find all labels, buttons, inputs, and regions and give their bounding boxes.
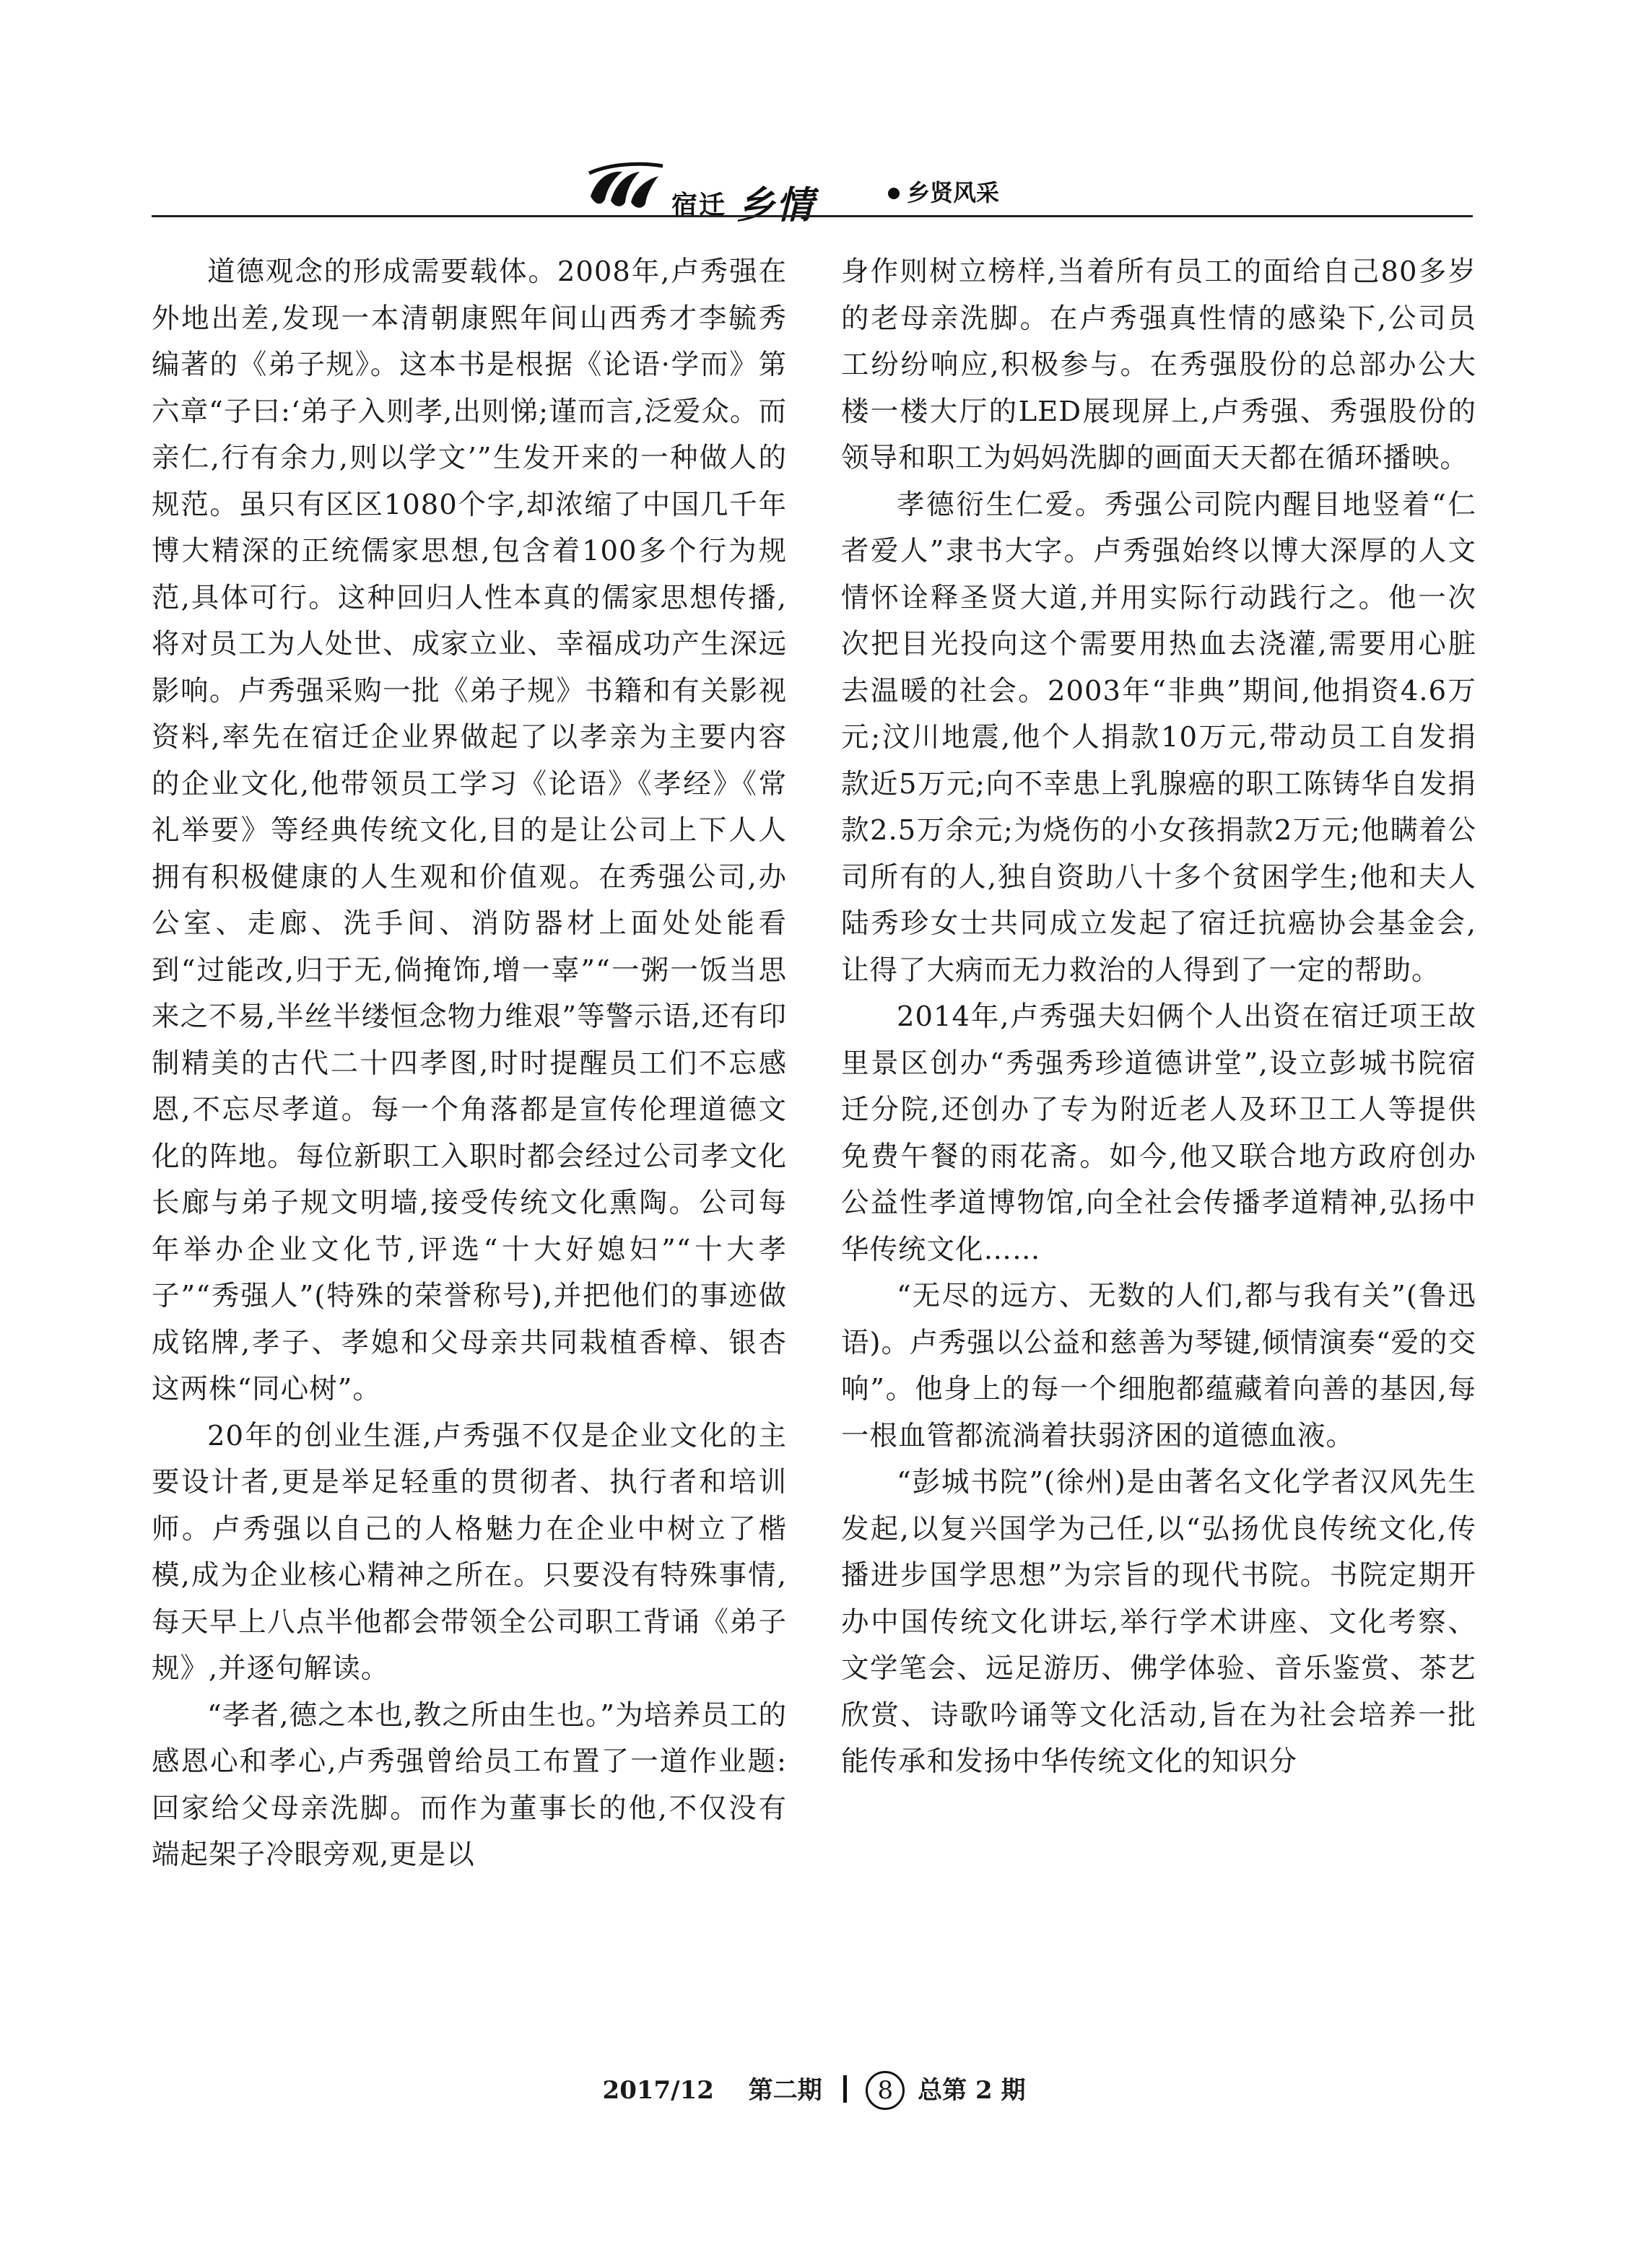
article-paragraph: “彭城书院”(徐州)是由著名文化学者汉风先生发起,以复兴国学为己任,以“弘扬优良传统文化,传播进步国学思想”为宗旨的现代书院。书院定期开办中国传统文化讲坛,举行学术讲座、文化考察、文学笔会、远足游历、佛学体验、音乐鉴赏、茶艺欣赏、诗歌吟诵等文化活动,旨在为社会培养一批能传承和发扬中华传统文化的知识分 [841, 1466, 1476, 1778]
header-divider [152, 215, 1473, 217]
total-issue: 总第 2 期 [918, 2076, 1026, 2105]
article-right-column [841, 249, 1476, 1786]
article-paragraph: 孝德衍生仁爱。秀强公司院内醒目地竖着“仁者爱人”隶书大字。卢秀强始终以博大深厚的人文情怀诠释圣贤大道,并用实际行动践行之。他一次次把目光投向这个需要用热血去浇灌,需要用心脏去温暖的社会。2003年“非典”期间,他捐资4.6万元;汶川地震,他个人捐款10万元,带动员工自发捐款近5万元;向不幸患上乳腺癌的职工陈铸华自发捐款2.5万余元;为烧伤的小女孩捐款2万元;他瞒着公司所有的人,独自资助八十多个贫困学生;他和夫人陆秀珍女士共同成立发起了宿迁抗癌协会基金会,让得了大病而无力救治的人得到了一定的帮助。 [841, 488, 1476, 987]
magazine-name-prefix: 宿迁 [671, 191, 727, 220]
footer-separator [843, 2075, 847, 2103]
sq-logo-icon [586, 157, 666, 215]
article-paragraph: 道德观念的形成需要载体。2008年,卢秀强在外地出差,发现一本清朝康熙年间山西秀才李毓秀编著的《弟子规》。这本书是根据《论语·学而》第六章“子曰:‘弟子入则孝,出则悌;谨而言,泛爱众。而亲仁,行有余力,则以学文’”生发开来的一种做人的规范。虽只有区区1080个字,却浓缩了中国几千年博大精深的正统儒家思想,包含着100多个行为规范,具体可行。这种回归人性本真的儒家思想传播,将对员工为人处世、成家立业、幸福成功产生深远影响。卢秀强采购一批《弟子规》书籍和有关影视资料,率先在宿迁企业界做起了以孝亲为主要内容的企业文化,他带领员工学习《论语》《孝经》《常礼举要》等经典传统文化,目的是让公司上下人人拥有积极健康的人生观和价值观。在秀强公司,办公室、走廊、洗手间、消防器材上面处处能看到“过能改,归于无,倘掩饰,增一辜”“一粥一饭当思来之不易,半丝半缕恒念物力维艰”等警示语,还有印制精美的古代二十四孝图,时时提醒员工们不忘感恩,不忘尽孝道。每一个角落都是宣传伦理道德文化的阵地。每位新职工入职时都会经过公司孝文化长廊与弟子规文明墙,接受传统文化熏陶。公司每年举办企业文化节,评选“十大好媳妇”“十大孝子”“秀强人”(特殊的荣誉称号),并把他们的事迹做成铭牌,孝子、孝媳和父母亲共同栽植香樟、银杏这两株“同心树”。 [152, 256, 787, 1405]
issue-label: 第二期 [748, 2076, 822, 2105]
page-number: 8 [866, 2071, 905, 2110]
article-paragraph: “孝者,德之本也,教之所由生也。”为培养员工的感恩心和孝心,卢秀强曾给员工布置了一道作业题:回家给父母亲洗脚。而作为董事长的他,不仅没有端起架子冷眼旁观,更是以 [152, 1698, 787, 1871]
section-label-text: 乡贤风采 [907, 179, 1000, 206]
article-paragraph: 2014年,卢秀强夫妇俩个人出资在宿迁项王故里景区创办“秀强秀珍道德讲堂”,设立彭城书院宿迁分院,还创办了专为附近老人及环卫工人等提供免费午餐的雨花斋。如今,他又联合地方政府创办公益性孝道博物馆,向全社会传播孝道精神,弘扬中华传统文化…… [841, 1000, 1476, 1266]
bullet-dot-icon [888, 188, 900, 199]
article-paragraph: “无尽的远方、无数的人们,都与我有关”(鲁迅语)。卢秀强以公益和慈善为琴键,倾情演奏“爱的交响”。他身上的每一个细胞都蕴藏着向善的基因,每一根血管都流淌着扶弱济困的道德血液。 [841, 1280, 1476, 1452]
page-footer [0, 2070, 1628, 2110]
article-paragraph-continuation: 身作则树立榜样,当着所有员工的面给自己80多岁的老母亲洗脚。在卢秀强真性情的感染下,公司员工纷纷响应,积极参与。在秀强股份的总部办公大楼一楼大厅的LED展现屏上,卢秀强、秀强股份的领导和职工为妈妈洗脚的画面天天都在循环播映。 [841, 256, 1476, 474]
article-left-column [152, 249, 787, 1879]
article-paragraph: 20年的创业生涯,卢秀强不仅是企业文化的主要设计者,更是举足轻重的贯彻者、执行者和培训师。卢秀强以自己的人格魅力在企业中树立了楷模,成为企业核心精神之所在。只要没有特殊事情,每天早上八点半他都会带领全公司职工背诵《弟子规》,并逐句解读。 [152, 1419, 787, 1685]
issue-date: 2017/12 [602, 2076, 714, 2105]
page-header [152, 157, 1473, 227]
magazine-name-big: 乡情 [736, 184, 815, 227]
section-label [888, 175, 999, 208]
